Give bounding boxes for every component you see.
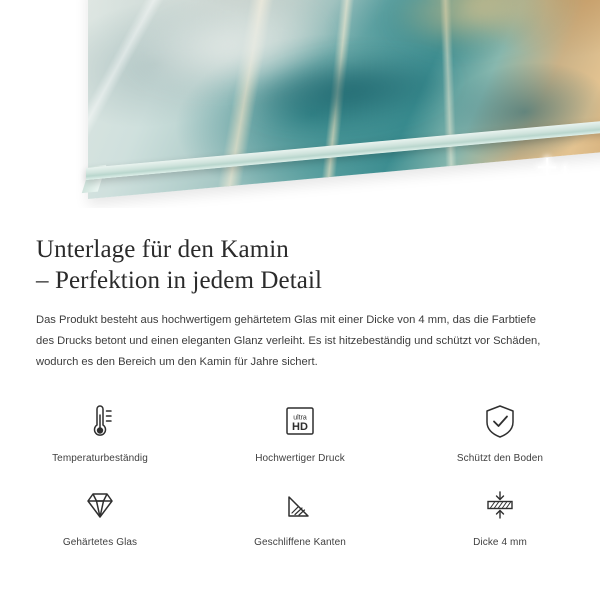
text-content [0,222,600,373]
feature-label: Geschliffene Kanten [254,537,346,548]
feature-temperature-resistant [0,398,200,464]
feature-label: Temperaturbeständig [52,453,148,464]
ultra-hd-icon [278,398,322,444]
hero-image [0,0,600,222]
page-title-line-2: – Perfektion in jedem Detail [36,267,323,294]
sparkle-small-icon [538,158,556,176]
feature-polished-edges [200,482,400,548]
feature-floor-protection [400,398,600,464]
hero-left-mask [0,0,64,222]
hero-image-inner [0,0,600,222]
feature-label: Dicke 4 mm [473,537,527,548]
polished-edges-icon [278,482,322,528]
feature-label: Hochwertiger Druck [255,453,345,464]
feature-label: Gehärtetes Glas [62,537,138,548]
feature-thickness [400,482,600,548]
feature-tempered-glass [0,482,200,548]
page-title [0,222,600,296]
feature-label: Schützt den Boden [456,453,544,464]
feature-high-quality-print [200,398,400,464]
svg-text:HD: HD [292,421,308,433]
thickness-icon [478,482,522,528]
page-title-line-1: Unterlage für den Kamin [36,236,289,263]
feature-grid [0,398,600,548]
hero-bottom-mask [0,208,600,222]
shield-check-icon [478,398,522,444]
product-description: Das Produkt besteht aus hochwertigem gehärtetem Glas mit einer Dicke von 4 mm, das die Farbtiefe des Drucks betont und einen eleganten Glanz verleiht. Es ist hitzebeständig und schützt vor Schäden, wodurch es den Bereich um den Kamin für Jahre sichert. [36,314,541,368]
diamond-icon [78,482,122,528]
svg-text:ultra: ultra [293,414,307,422]
sparkle-icon [548,166,582,200]
thermometer-icon [78,398,122,444]
